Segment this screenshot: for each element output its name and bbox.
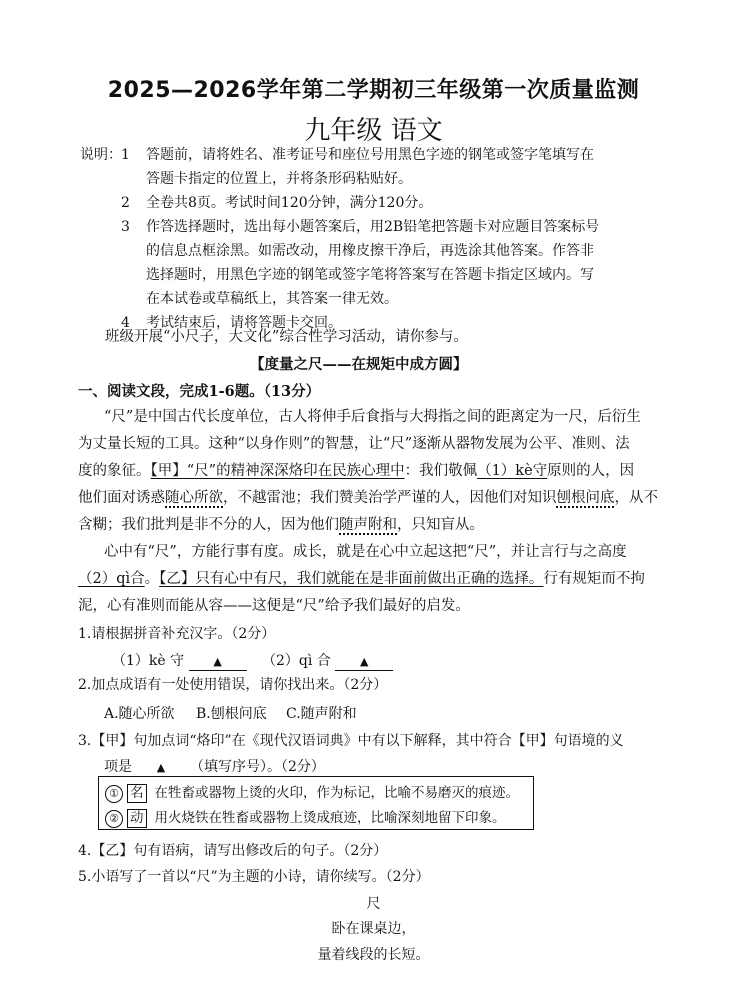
definition-text: 在牲畜或器物上烫的火印，作为标记，比喻不易磨灭的痕迹。 <box>154 785 519 801</box>
triangle-marker: ▲ <box>360 655 369 668</box>
passage-line: 心中有“尺”，方能行事有度。成长，就是在心中立起这把“尺”，并让言行与之高度 <box>104 544 627 560</box>
answer-blank[interactable] <box>132 759 190 777</box>
instruction-num-1: 1 <box>121 147 130 163</box>
part-of-speech-tag: 名 <box>127 784 147 803</box>
definition-row <box>105 781 519 803</box>
question-3: 3.【甲】句加点词“烙印”在《现代汉语词典》中有以下解释，其中符合【甲】句语境的义 <box>78 733 624 749</box>
idiom-b: 刨根问底 <box>556 490 615 506</box>
definition-number: ② <box>105 810 123 828</box>
question-2-option-b: B.刨根问底 <box>196 706 267 722</box>
poem-title: 尺 <box>366 896 381 912</box>
sentence-yi: 【乙】只有心中有尺，我们就能在是非面前做出正确的选择。 <box>159 571 544 587</box>
question-2-option-a: A.随心所欲 <box>104 706 175 722</box>
dictionary-definition-box <box>98 776 534 830</box>
definition-row <box>105 806 506 828</box>
poem-line: 量着线段的长短。 <box>317 947 430 963</box>
question-1: 1.请根据拼音补充汉字。（2分） <box>78 626 276 642</box>
idiom-c: 随声附和 <box>339 517 397 533</box>
section-title: 【度量之尺——在规矩中成方圆】 <box>250 356 468 373</box>
instruction-line: 考试结束后，请将答题卡交回。 <box>146 315 342 331</box>
question-2-option-c: C.随声附和 <box>286 706 357 722</box>
question-2: 2.加点成语有一处使用错误，请你找出来。（2分） <box>78 677 388 693</box>
instructions-label: 说明： <box>80 147 122 163</box>
exam-subtitle: 九年级 语文 <box>304 116 443 146</box>
instruction-line: 答题卡指定的位置上，并将条形码粘贴好。 <box>146 171 412 187</box>
triangle-marker: ▲ <box>156 761 166 774</box>
question-1-item-1: （1）kè 守 ▲ <box>112 650 247 671</box>
triangle-marker: ▲ <box>213 655 222 668</box>
passage-line: （2）qì合。【乙】只有心中有尺，我们就能在是非面前做出正确的选择。行有规矩而不拘 <box>78 571 645 587</box>
part-one-heading: 一、阅读文段，完成1-6题。（13分） <box>78 383 321 400</box>
answer-blank[interactable] <box>335 653 393 671</box>
instruction-num-3: 3 <box>121 219 130 235</box>
question-5: 5.小语写了一首以“尺”为主题的小诗，请你续写。（2分） <box>78 869 430 885</box>
passage-line: 含糊；我们批判是非不分的人，因为他们随声附和，只知盲从。 <box>78 517 484 533</box>
question-4: 4.【乙】句有语病，请写出修改后的句子。（2分） <box>78 843 388 859</box>
instruction-line: 全卷共8页。考试时间120分钟，满分120分。 <box>146 195 433 211</box>
definition-text: 用火烧铁在牲畜或器物上烫成痕迹，比喻深刻地留下印象。 <box>154 810 506 826</box>
instruction-num-4: 4 <box>121 315 130 331</box>
activity-intro: 班级开展“小尺子，大文化”综合性学习活动，请你参与。 <box>105 329 468 345</box>
instruction-line: 选择题时，用黑色字迹的钢笔或签字笔将答案写在答题卡指定区域内。写 <box>146 267 594 283</box>
instruction-line: 的信息点框涂黑。如需改动，用橡皮擦干净后，再选涂其他答案。作答非 <box>146 243 594 259</box>
definition-number: ① <box>105 785 123 803</box>
question-3-line-2: 项是 ▲ （填写序号）。（2分） <box>104 759 325 775</box>
passage-line: 为丈量长短的工具。这种“以身作则”的智慧，让“尺”逐渐从器物发展为公平、准则、法 <box>78 436 630 452</box>
instruction-line: 在本试卷或草稿纸上，其答案一律无效。 <box>146 291 398 307</box>
sentence-jia: 【甲】“尺”的精神深深烙印在民族心理中 <box>150 463 405 479</box>
exam-title: 2025—2026学年第二学期初三年级第一次质量监测 <box>107 78 640 103</box>
passage-line: 泥，心有准则而能从容——这便是“尺”给予我们最好的启发。 <box>78 598 470 614</box>
passage-line: 度的象征。【甲】“尺”的精神深深烙印在民族心理中：我们敬佩（1）kè守原则的人，因 <box>78 463 635 479</box>
instruction-line: 作答选择题时，选出每小题答案后，用2B铅笔把答题卡对应题目答案标号 <box>146 219 600 235</box>
pinyin-blank-2: （2）qì合 <box>78 571 145 587</box>
instruction-line: 答题前，请将姓名、准考证号和座位号用黑色字迹的钢笔或签字笔填写在 <box>146 147 594 163</box>
passage-line: “尺”是中国古代长度单位，古人将伸手后食指与大拇指之间的距离定为一尺，后衍生 <box>104 409 641 425</box>
idiom-a: 随心所欲 <box>165 490 223 506</box>
poem-line: 卧在课桌边， <box>331 921 416 937</box>
instruction-num-2: 2 <box>121 195 130 211</box>
pinyin-blank-1: （1）kè守 <box>477 463 548 479</box>
part-of-speech-tag: 动 <box>127 809 147 828</box>
passage-line: 他们面对诱惑随心所欲，不越雷池；我们赞美治学严谨的人，因他们对知识刨根问底，从不 <box>78 490 658 506</box>
answer-blank[interactable] <box>189 653 247 671</box>
question-1-item-2: （2）qì 合 ▲ <box>262 650 393 671</box>
